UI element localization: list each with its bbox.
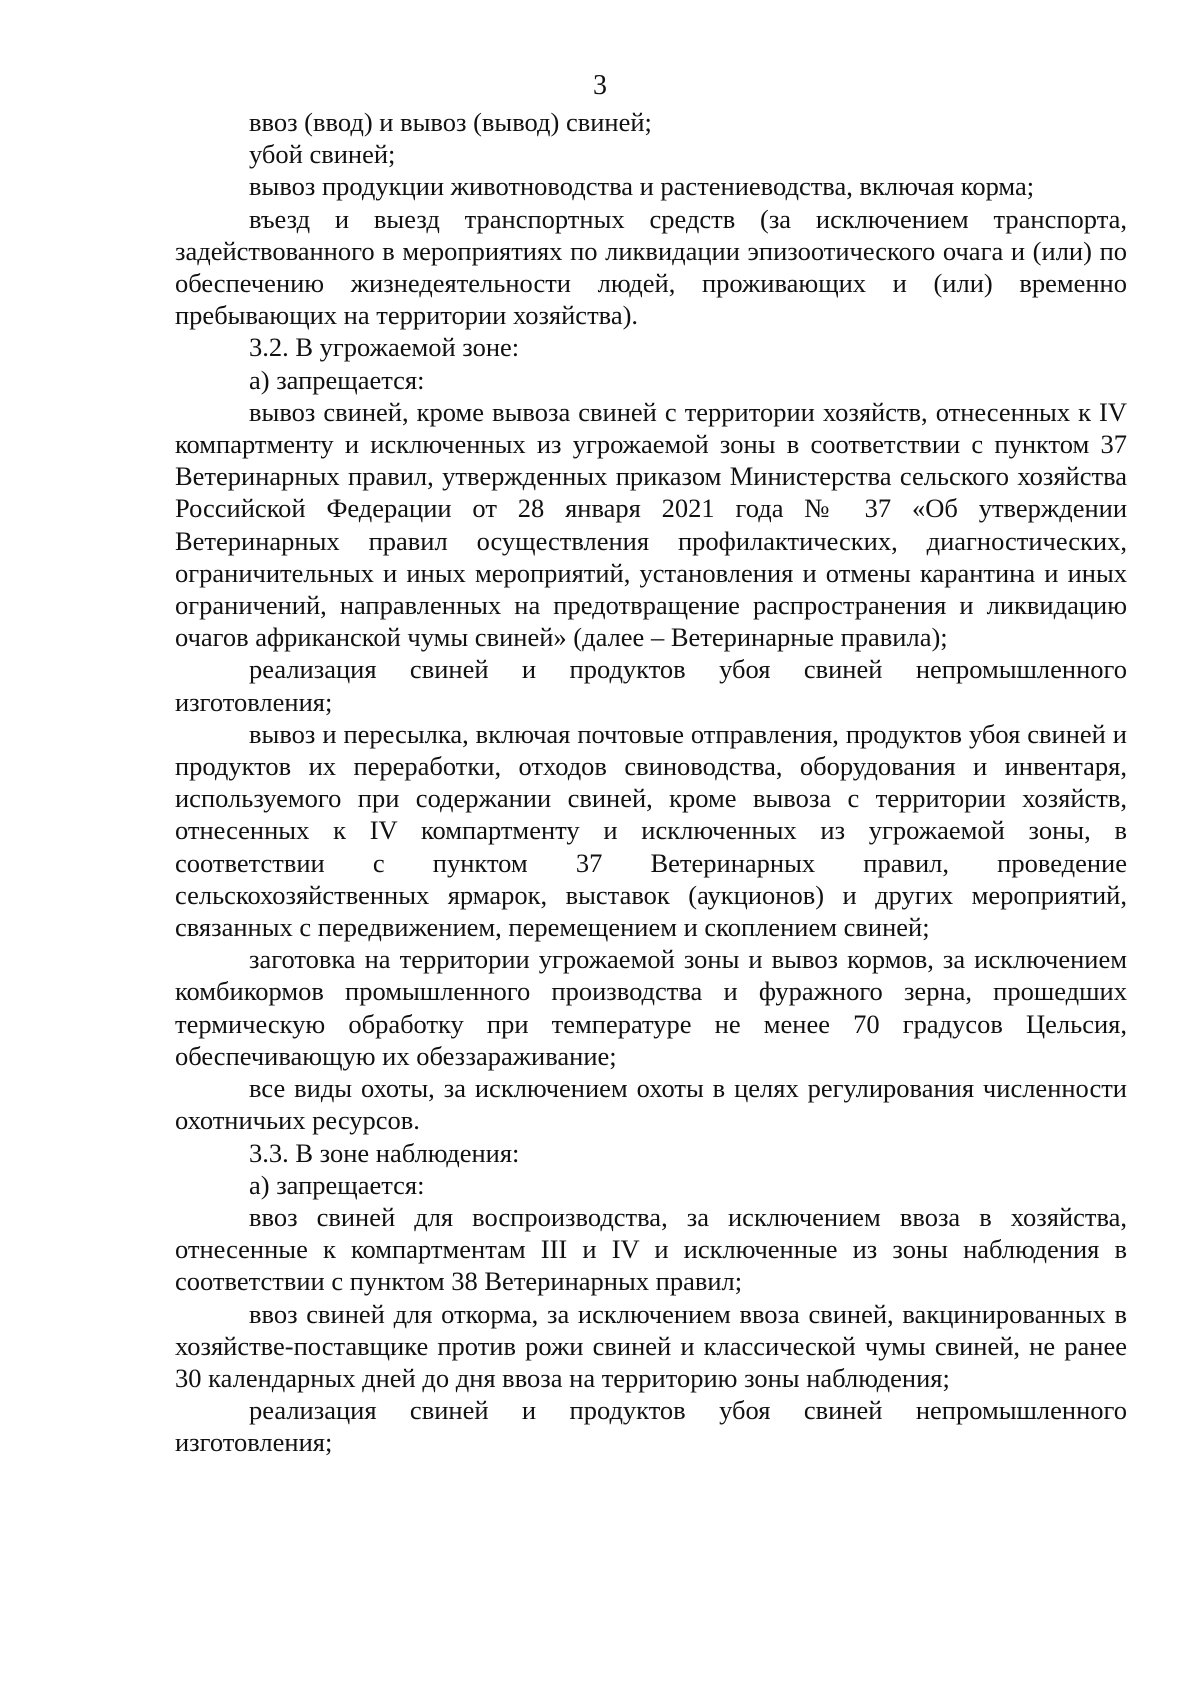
paragraph: убой свиней; (249, 139, 396, 170)
subsection-heading: а) запрещается: (249, 1169, 425, 1200)
document-body (175, 106, 1127, 1459)
paragraph: все виды охоты, за исключением охоты в целях регулирования численности охотничьих ресурсов. (175, 1073, 1127, 1136)
section-heading: 3.3. В зоне наблюдения: (249, 1137, 520, 1168)
paragraph: реализация свиней и продуктов убоя свиней непромышленного изготовления; (175, 1395, 1127, 1458)
paragraph: ввоз свиней для воспроизводства, за исключением ввоза в хозяйства, отнесенные к компартментам III и IV и исключенные из зоны наблюдения в соответствии с пунктом 38 Ветеринарных правил; (175, 1201, 1127, 1297)
paragraph: вывоз и пересылка, включая почтовые отправления, продуктов убоя свиней и продуктов их переработки, отходов свиноводства, оборудования и инвентаря, используемого при содержании свиней, кроме вывоза с территории хозяйств, отнесенных к IV компартменту и исключенных из угрожаемой зоны, в соответствии с пунктом 37 Ветеринарных правил, проведение сельскохозяйственных ярмарок, выставок (аукционов) и других мероприятий, связанных с передвижением, перемещением и скоплением свиней; (175, 718, 1127, 943)
paragraph: въезд и выезд транспортных средств (за исключением транспорта, задействованного в мероприятиях по ликвидации эпизоотического очага и (или) по обеспечению жизнедеятельности людей, проживающих и (или) временно пребывающих на территории хозяйства). (175, 203, 1127, 331)
page-number: 3 (593, 70, 607, 101)
subsection-heading: а) запрещается: (249, 364, 425, 395)
paragraph: ввоз свиней для откорма, за исключением ввоза свиней, вакцинированных в хозяйстве-поставщике против рожи свиней и классической чумы свиней, не ранее 30 календарных дней до дня ввоза на территорию зоны наблюдения; (175, 1298, 1127, 1393)
paragraph: реализация свиней и продуктов убоя свиней непромышленного изготовления; (175, 654, 1127, 717)
paragraph: вывоз продукции животноводства и растениеводства, включая корма; (249, 171, 1035, 202)
paragraph: ввоз (ввод) и вывоз (вывод) свиней; (249, 107, 652, 137)
section-heading: 3.2. В угрожаемой зоне: (249, 332, 520, 363)
paragraph: вывоз свиней, кроме вывоза свиней с территории хозяйств, отнесенных к IV компартменту и исключенных из угрожаемой зоны в соответствии с пунктом 37 Ветеринарных правил, утвержденных приказом Министерства сельского хозяйства Российской Федерации от 28 января 2021 года № 37 «Об утверждении Ветеринарных правил осуществления профилактических, диагностических, ограничительных и иных мероприятий, установления и отмены карантина и иных ограничений, направленных на предотвращение распространения и ликвидацию очагов африканской чумы свиней» (далее – Ветеринарные правила); (175, 396, 1127, 653)
paragraph: заготовка на территории угрожаемой зоны и вывоз кормов, за исключением комбикормов промышленного производства и фуражного зерна, прошедших термическую обработку при температуре не менее 70 градусов Цельсия, обеспечивающую их обеззараживание; (175, 944, 1127, 1071)
